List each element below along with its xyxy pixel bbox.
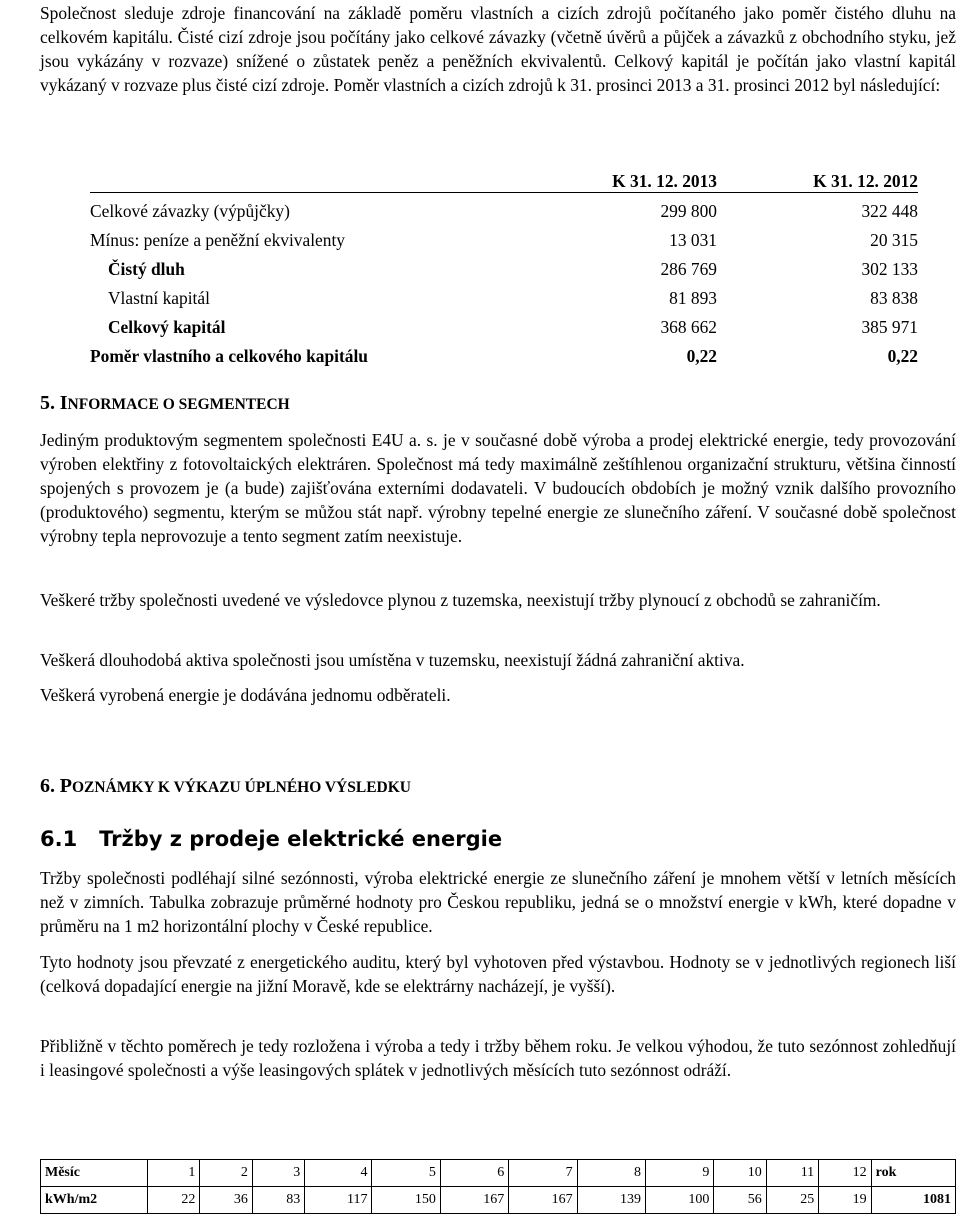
row-label: kWh/m2 [41,1187,148,1214]
revenue-paragraph-3: Přibližně v těchto poměrech je tedy rozložena i výroba a tedy i tržby během roku. Je velkou výhodou, že tuto sezónnost zohledňují i leasingové společnosti a výše leasingových splátek v jednotlivých měsících tuto sezónnost odráží. [40,1036,956,1080]
value-2012: 83 838 [870,288,918,308]
value-cell: 36 [200,1187,252,1214]
value-cell: 25 [766,1187,818,1214]
section-6-heading [40,775,411,798]
month-cell: 5 [372,1160,440,1187]
total-header: rok [871,1160,955,1187]
month-cell: 12 [819,1160,871,1187]
table-row [90,338,918,367]
section-title-rest: OZNÁMKY K VÝKAZU ÚPLNÉHO VÝSLEDKU [71,779,411,796]
row-label: Mínus: peníze a peněžní ekvivalenty [90,230,345,250]
value-2012: 0,22 [887,346,918,366]
value-cell: 83 [252,1187,304,1214]
month-cell: 1 [148,1160,200,1187]
total-value: 1081 [871,1187,955,1214]
intro-paragraph: Společnost sleduje zdroje financování na základě poměru vlastních a cizích zdrojů počítaného jako poměr čistého dluhu na celkovém kapitálu. Čisté cizí zdroje jsou počítány jako celkové závazky (včetně úvěrů a půjček a závazků z obchodního styku, jež jsou vykázány v rozvaze) snížené o zůstatek peněz a peněžních ekvivalentů. Celkový kapitál je počítán jako vlastní kapitál vykázaný v rozvaze plus čisté cizí zdroje. Poměr vlastních a cizích zdrojů k 31. prosinci 2013 a 31. prosinci 2012 byl následující: [40,3,956,95]
value-2013: 286 769 [660,259,717,279]
value-2013: 81 893 [669,288,717,308]
row-label: Poměr vlastního a celkového kapitálu [90,346,368,366]
row-label: Měsíc [41,1160,148,1187]
segment-paragraph-1: Jediným produktovým segmentem společnosti E4U a. s. je v současné době výroba a prodej elektrické energie, tedy provozování výroben elektřiny z fotovoltaických elektráren. Společnost má tedy maximálně zeštíhlenou organizační strukturu, většina činností spojených s provozem je (a bude) zajišťována externími dodavateli. V budoucích obdobích je možný vznik dalšího provozního (produktového) segmentu, kterým se můžou stát např. výrobny tepelné energie ze slunečního záření. V současné době společnost výrobny tepla neprovozuje a tento segment zatím neexistuje. [40,430,956,546]
section-title-initial: P [59,775,72,797]
value-2013: 299 800 [660,201,717,221]
table-row [90,222,918,251]
table-row [41,1160,956,1187]
month-cell: 8 [577,1160,645,1187]
value-2012: 385 971 [861,317,918,337]
segment-paragraph-4: Veškerá vyrobená energie je dodávána jednomu odběrateli. [40,685,451,705]
segment-paragraph-2: Veškeré tržby společnosti uvedené ve výsledovce plynou z tuzemska, neexistují tržby plynoucí z obchodů se zahraničím. [40,590,881,610]
value-cell: 100 [645,1187,713,1214]
section-title-rest: NFORMACE O SEGMENTECH [67,396,290,413]
value-2013: 368 662 [660,317,717,337]
value-cell: 19 [819,1187,871,1214]
revenue-paragraph-2: Tyto hodnoty jsou převzaté z energetického auditu, který byl vyhotoven před výstavbou. Hodnoty se v jednotlivých regionech liší (celková dopadající energie na jižní Moravě, kde se elektrárny nacházejí, je vyšší). [40,952,956,996]
value-cell: 139 [577,1187,645,1214]
value-2013: 0,22 [686,346,717,366]
value-cell: 167 [509,1187,577,1214]
subsection-number: 6.1 [40,827,78,851]
month-cell: 4 [305,1160,372,1187]
value-cell: 117 [305,1187,372,1214]
table-row [41,1187,956,1214]
capital-ratio-table [90,165,918,367]
section-5-heading [40,392,290,415]
value-2013: 13 031 [669,230,717,250]
value-2012: 20 315 [870,230,918,250]
row-label: Čistý dluh [108,259,185,279]
section-number: 6. [40,775,55,797]
month-cell: 9 [645,1160,713,1187]
value-cell: 56 [714,1187,766,1214]
table-header-row [90,165,918,193]
section-title-initial: I [59,392,68,414]
row-label: Celkový kapitál [108,317,226,337]
month-cell: 11 [766,1160,818,1187]
value-cell: 167 [440,1187,508,1214]
month-cell: 6 [440,1160,508,1187]
row-label: Vlastní kapitál [108,288,210,308]
monthly-energy-table [40,1159,956,1214]
table-row [90,251,918,280]
table-row [90,309,918,338]
month-cell: 2 [200,1160,252,1187]
table-row [90,280,918,309]
segment-paragraph-3: Veškerá dlouhodobá aktiva společnosti jsou umístěna v tuzemsku, neexistují žádná zahraniční aktiva. [40,650,745,670]
section-number: 5. [40,392,55,414]
value-2012: 302 133 [861,259,918,279]
month-cell: 7 [509,1160,577,1187]
column-header-2012: K 31. 12. 2012 [717,165,918,193]
value-cell: 22 [148,1187,200,1214]
subsection-6-1-heading [40,827,502,851]
month-cell: 10 [714,1160,766,1187]
value-cell: 150 [372,1187,440,1214]
column-header-2013: K 31. 12. 2013 [455,165,717,193]
revenue-paragraph-1: Tržby společnosti podléhají silné sezónnosti, výroba elektrické energie ze slunečního záření je mnohem větší v letních měsících než v zimních. Tabulka zobrazuje průměrné hodnoty pro Českou republiku, jedná se o množství energie v kWh, které dopadne v průměru na 1 m2 horizontální plochy v České republice. [40,868,956,936]
value-2012: 322 448 [861,201,918,221]
month-cell: 3 [252,1160,304,1187]
subsection-title: Tržby z prodeje elektrické energie [99,827,503,851]
table-row [90,193,918,223]
row-label: Celkové závazky (výpůjčky) [90,201,290,221]
